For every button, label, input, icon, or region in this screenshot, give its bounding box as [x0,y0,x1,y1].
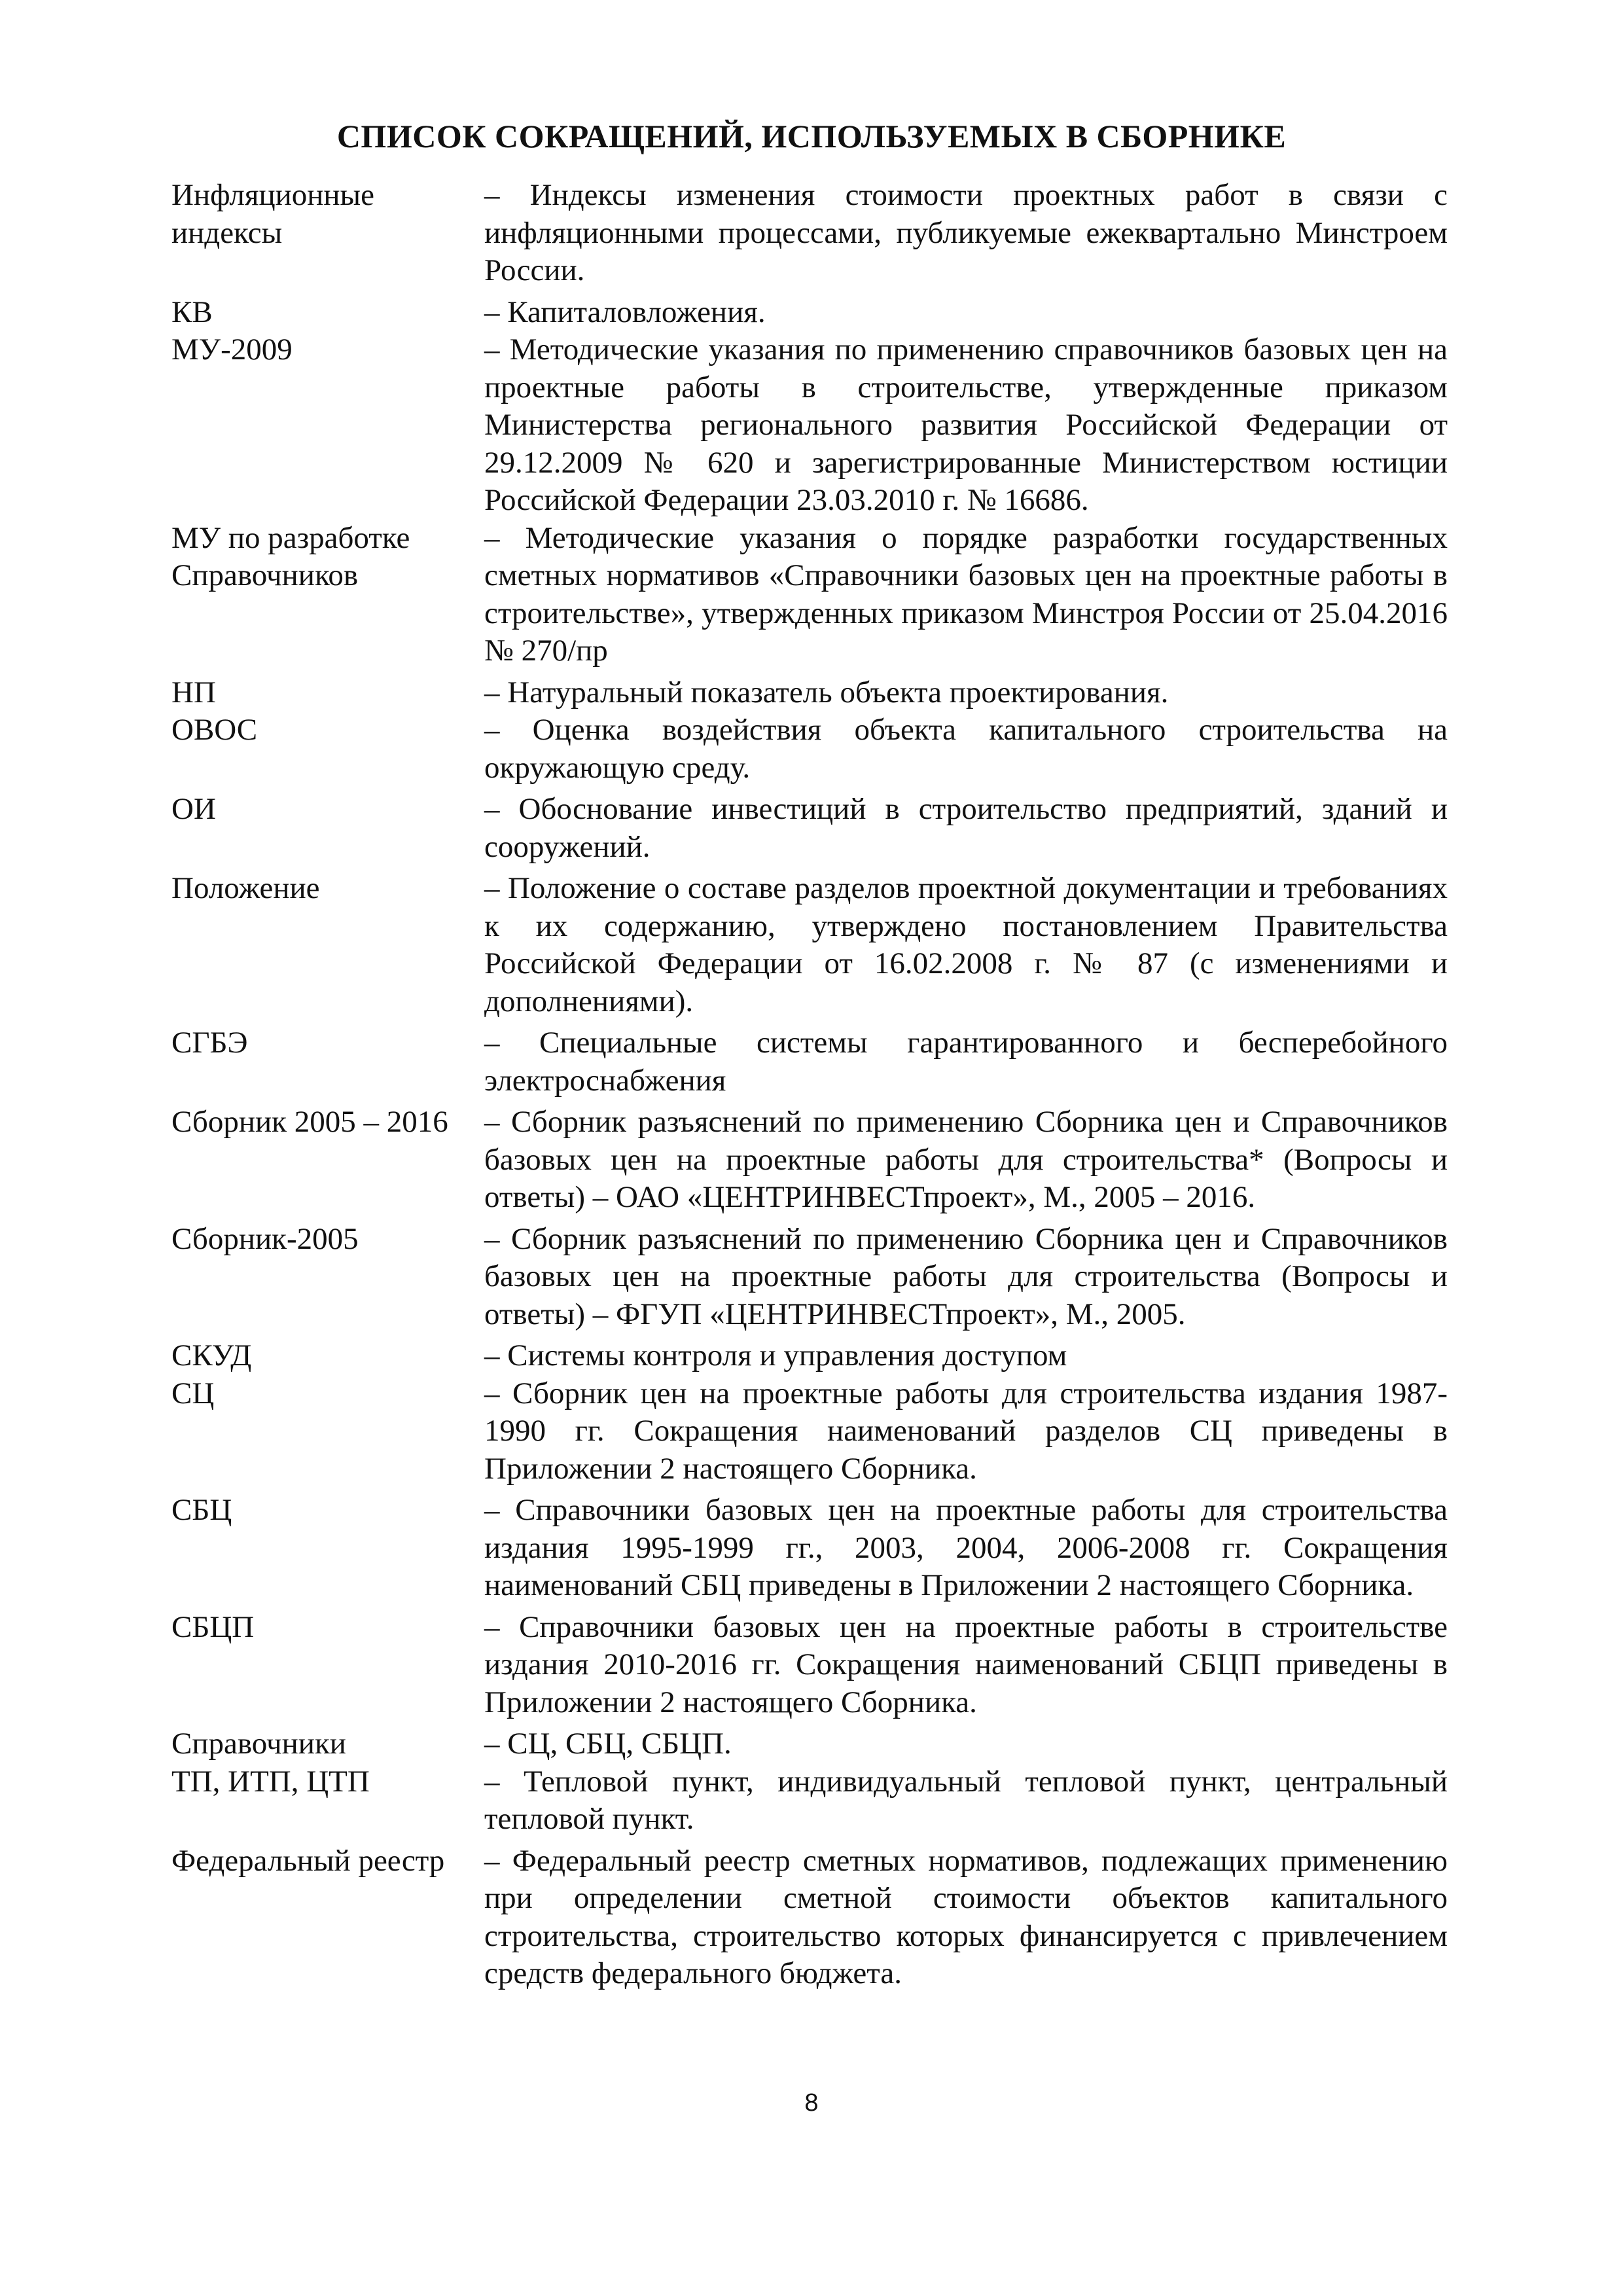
abbreviation-definition: – Натуральный показатель объекта проектирования. [484,675,1169,709]
abbreviation-definition: – Справочники базовых цен на проектные работы в строительстве издания 2010-2016 гг. Сокращения наименований СБЦП приведены в Приложении 2 настоящего Сборника. [484,1609,1448,1719]
abbreviation-list [171,177,1448,1993]
abbreviation-definition: – Федеральный реестр сметных нормативов, подлежащих применению при определении сметной стоимости объектов капитального строительства, строительство которых финансируется с привлечением средств федерального бюджета. [484,1843,1448,1990]
abbreviation-definition: – Справочники базовых цен на проектные работы для строительства издания 1995-1999 гг., 2003, 2004, 2006-2008 гг. Сокращения наименований СБЦ приведены в Приложении 2 настоящего Сборника. [484,1493,1448,1602]
abbreviation-definition: – Обоснование инвестиций в строительство предприятий, зданий и сооружений. [484,792,1448,864]
abbreviation-term: ТП, ИТП, ЦТП [171,1764,370,1799]
abbreviation-term: ОВОС [171,713,258,747]
abbreviation-term: Федеральный реестр [171,1843,445,1878]
abbreviation-entry [171,711,1448,787]
abbreviation-entry [171,331,1448,520]
abbreviation-term: Положение [171,871,320,905]
abbreviation-entry [171,1024,1448,1100]
abbreviation-entry [171,1103,1448,1217]
abbreviation-definition: – Методические указания по применению справочников базовых цен на проектные работы в строительстве, утвержденные приказом Министерства регионального развития Российской Федерации от 29.12.2009 № 620 и зарегистрированные Министерством юстиции Российской Федерации 23.03.2010 г. № 16686. [484,332,1448,517]
abbreviation-definition: – Тепловой пункт, индивидуальный тепловой пункт, центральный тепловой пункт. [484,1764,1448,1836]
page-title: СПИСОК СОКРАЩЕНИЙ, ИСПОЛЬЗУЕМЫХ В СБОРНИКЕ [336,118,1287,154]
abbreviation-definition: – Положение о составе разделов проектной документации и требованиях к их содержанию, утверждено постановлением Правительства Российской Федерации от 16.02.2008 г. № 87 (с изменениями и дополнениями). [484,871,1448,1018]
abbreviation-term: НП [171,675,216,709]
abbreviation-entry [171,1842,1448,1993]
abbreviation-term: СБЦ [171,1493,232,1527]
abbreviation-term: СБЦП [171,1609,255,1644]
abbreviation-definition: – Системы контроля и управления доступом [484,1338,1067,1372]
abbreviation-term: СЦ [171,1376,215,1410]
abbreviation-entry [171,870,1448,1020]
abbreviation-term: ОИ [171,792,216,826]
abbreviation-definition: – Методические указания о порядке разработки государственных сметных нормативов «Справочники базовых цен на проектные работы в строительстве», утвержденных приказом Минстроя России от 25.04.2016 № 270/пр [484,520,1448,668]
abbreviation-entry [171,1492,1448,1605]
abbreviation-term: КВ [171,295,213,329]
abbreviation-term: Справочники [171,1727,346,1761]
abbreviation-entry [171,1337,1448,1375]
abbreviation-entry [171,294,1448,332]
abbreviation-entry [171,1221,1448,1334]
abbreviation-definition: – Капиталовложения. [484,295,766,329]
abbreviation-term: СГБЭ [171,1026,248,1060]
abbreviation-term: МУ по разработке Справочников [171,520,410,592]
abbreviation-definition: – Сборник разъяснений по применению Сборника цен и Справочников базовых цен на проектные работы для строительства (Вопросы и ответы) – ФГУП «ЦЕНТРИНВЕСТпроект», М., 2005. [484,1221,1448,1331]
abbreviation-entry [171,1609,1448,1722]
abbreviation-definition: – Индексы изменения стоимости проектных работ в связи с инфляционными процессами, публикуемые ежеквартально Минстроем России. [484,178,1448,287]
abbreviation-term: Инфляционные индексы [171,178,374,250]
abbreviation-entry [171,674,1448,712]
abbreviation-entry [171,177,1448,290]
abbreviation-entry [171,1375,1448,1488]
abbreviation-entry [171,1725,1448,1763]
abbreviation-entry [171,791,1448,866]
abbreviation-term: Сборник 2005 – 2016 [171,1105,448,1139]
abbreviation-definition: – Сборник разъяснений по применению Сборника цен и Справочников базовых цен на проектные работы для строительства* (Вопросы и ответы) – ОАО «ЦЕНТРИНВЕСТпроект», М., 2005 – 2016. [484,1105,1448,1214]
page-number: 8 [804,2089,819,2117]
abbreviation-definition: – Оценка воздействия объекта капитального строительства на окружающую среду. [484,713,1448,785]
abbreviation-entry [171,520,1448,670]
abbreviation-definition: – СЦ, СБЦ, СБЦП. [484,1727,732,1761]
abbreviation-term: Сборник-2005 [171,1221,359,1256]
abbreviation-term: СКУД [171,1338,252,1372]
abbreviation-definition: – Сборник цен на проектные работы для строительства издания 1987-1990 гг. Сокращения наименований разделов СЦ приведены в Приложении 2 настоящего Сборника. [484,1376,1448,1486]
abbreviation-term: МУ-2009 [171,332,293,367]
abbreviation-entry [171,1763,1448,1839]
abbreviation-definition: – Специальные системы гарантированного и бесперебойного электроснабжения [484,1026,1448,1098]
